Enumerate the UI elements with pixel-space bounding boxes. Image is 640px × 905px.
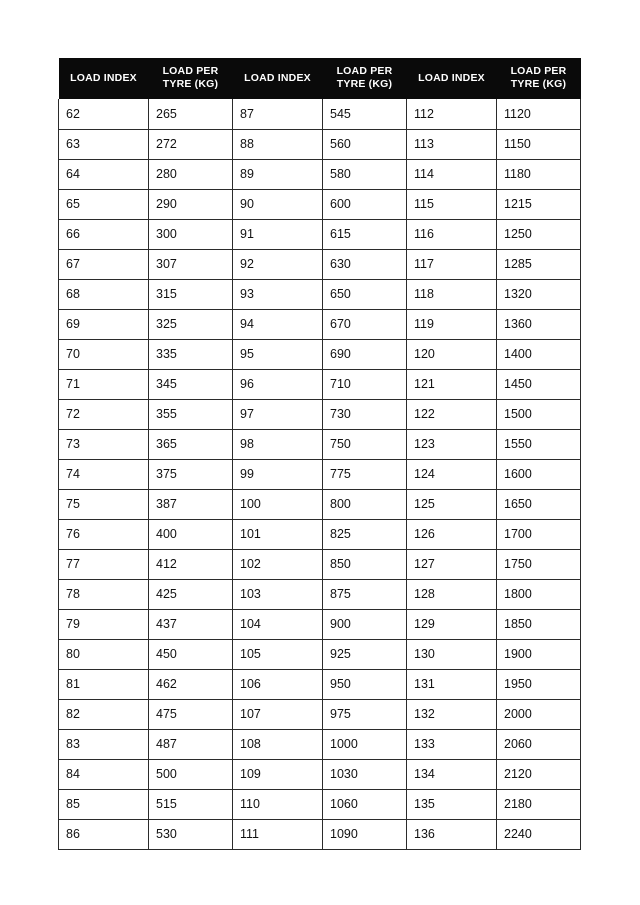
cell-load-per-tyre: 2120 [497,759,581,789]
table-row [59,669,581,699]
cell-load-per-tyre: 1450 [497,369,581,399]
cell-load-index: 132 [407,699,497,729]
table-header [59,58,581,99]
cell-load-index: 103 [233,579,323,609]
cell-load-per-tyre: 425 [149,579,233,609]
cell-load-per-tyre: 1900 [497,639,581,669]
cell-load-per-tyre: 1120 [497,99,581,129]
cell-load-index: 119 [407,309,497,339]
cell-load-per-tyre: 265 [149,99,233,129]
cell-load-index: 112 [407,99,497,129]
cell-load-index: 104 [233,609,323,639]
table-row [59,399,581,429]
cell-load-per-tyre: 437 [149,609,233,639]
table-row [59,789,581,819]
cell-load-index: 78 [59,579,149,609]
table-header-row [59,58,581,99]
cell-load-per-tyre: 600 [323,189,407,219]
cell-load-per-tyre: 750 [323,429,407,459]
cell-load-index: 66 [59,219,149,249]
cell-load-per-tyre: 630 [323,249,407,279]
cell-load-index: 75 [59,489,149,519]
cell-load-index: 127 [407,549,497,579]
cell-load-index: 83 [59,729,149,759]
cell-load-per-tyre: 650 [323,279,407,309]
table-row [59,579,581,609]
cell-load-index: 81 [59,669,149,699]
cell-load-index: 77 [59,549,149,579]
cell-load-index: 115 [407,189,497,219]
column-header-line-1: LOAD INDEX [418,71,485,84]
cell-load-per-tyre: 290 [149,189,233,219]
cell-load-per-tyre: 345 [149,369,233,399]
cell-load-index: 135 [407,789,497,819]
cell-load-index: 71 [59,369,149,399]
table-row [59,609,581,639]
cell-load-per-tyre: 515 [149,789,233,819]
cell-load-per-tyre: 375 [149,459,233,489]
cell-load-per-tyre: 365 [149,429,233,459]
cell-load-per-tyre: 307 [149,249,233,279]
table-row [59,459,581,489]
cell-load-index: 95 [233,339,323,369]
column-header-line-1: LOAD PER [336,65,393,77]
table-row [59,189,581,219]
cell-load-index: 90 [233,189,323,219]
cell-load-index: 80 [59,639,149,669]
cell-load-per-tyre: 2180 [497,789,581,819]
table-row [59,309,581,339]
column-header-line-1: LOAD PER [510,65,567,77]
cell-load-per-tyre: 800 [323,489,407,519]
cell-load-index: 97 [233,399,323,429]
cell-load-index: 86 [59,819,149,849]
cell-load-index: 102 [233,549,323,579]
table-row [59,99,581,129]
table-row [59,219,581,249]
cell-load-index: 69 [59,309,149,339]
cell-load-per-tyre: 1500 [497,399,581,429]
cell-load-per-tyre: 1285 [497,249,581,279]
cell-load-per-tyre: 300 [149,219,233,249]
cell-load-per-tyre: 580 [323,159,407,189]
cell-load-index: 96 [233,369,323,399]
cell-load-per-tyre: 1320 [497,279,581,309]
cell-load-per-tyre: 2060 [497,729,581,759]
cell-load-index: 123 [407,429,497,459]
cell-load-per-tyre: 850 [323,549,407,579]
cell-load-per-tyre: 315 [149,279,233,309]
column-header-load-per-tyre-1 [149,58,233,99]
table-row [59,159,581,189]
cell-load-per-tyre: 530 [149,819,233,849]
column-header-line-2: TYRE (KG) [510,78,567,90]
cell-load-index: 76 [59,519,149,549]
cell-load-per-tyre: 1650 [497,489,581,519]
cell-load-index: 87 [233,99,323,129]
column-header-load-per-tyre-2 [323,58,407,99]
cell-load-per-tyre: 1950 [497,669,581,699]
table-row [59,339,581,369]
cell-load-index: 125 [407,489,497,519]
column-header-line-1: LOAD PER [162,65,219,77]
cell-load-index: 62 [59,99,149,129]
cell-load-index: 73 [59,429,149,459]
cell-load-per-tyre: 1800 [497,579,581,609]
cell-load-index: 79 [59,609,149,639]
cell-load-index: 116 [407,219,497,249]
cell-load-per-tyre: 950 [323,669,407,699]
table-row [59,759,581,789]
cell-load-per-tyre: 1700 [497,519,581,549]
table-row [59,639,581,669]
cell-load-index: 126 [407,519,497,549]
cell-load-per-tyre: 387 [149,489,233,519]
cell-load-per-tyre: 400 [149,519,233,549]
cell-load-per-tyre: 462 [149,669,233,699]
column-header-load-per-tyre-3 [497,58,581,99]
load-index-table [58,58,581,850]
cell-load-index: 89 [233,159,323,189]
cell-load-per-tyre: 1030 [323,759,407,789]
cell-load-index: 85 [59,789,149,819]
table-row [59,819,581,849]
cell-load-index: 101 [233,519,323,549]
column-header-line-1: LOAD INDEX [244,71,311,84]
cell-load-per-tyre: 412 [149,549,233,579]
table-row [59,249,581,279]
cell-load-index: 133 [407,729,497,759]
cell-load-index: 124 [407,459,497,489]
cell-load-index: 107 [233,699,323,729]
cell-load-index: 72 [59,399,149,429]
cell-load-per-tyre: 1180 [497,159,581,189]
table-row [59,129,581,159]
cell-load-index: 68 [59,279,149,309]
cell-load-per-tyre: 272 [149,129,233,159]
column-header-load-index-2 [233,58,323,99]
cell-load-per-tyre: 1750 [497,549,581,579]
cell-load-per-tyre: 925 [323,639,407,669]
cell-load-index: 118 [407,279,497,309]
cell-load-index: 64 [59,159,149,189]
cell-load-per-tyre: 1090 [323,819,407,849]
cell-load-per-tyre: 1360 [497,309,581,339]
cell-load-index: 121 [407,369,497,399]
cell-load-index: 117 [407,249,497,279]
cell-load-per-tyre: 1250 [497,219,581,249]
cell-load-index: 129 [407,609,497,639]
cell-load-per-tyre: 825 [323,519,407,549]
cell-load-per-tyre: 1850 [497,609,581,639]
cell-load-index: 130 [407,639,497,669]
cell-load-index: 93 [233,279,323,309]
cell-load-per-tyre: 730 [323,399,407,429]
cell-load-index: 92 [233,249,323,279]
cell-load-per-tyre: 710 [323,369,407,399]
cell-load-per-tyre: 690 [323,339,407,369]
cell-load-index: 110 [233,789,323,819]
cell-load-per-tyre: 975 [323,699,407,729]
cell-load-per-tyre: 615 [323,219,407,249]
cell-load-per-tyre: 1150 [497,129,581,159]
table-row [59,699,581,729]
cell-load-index: 108 [233,729,323,759]
cell-load-per-tyre: 1215 [497,189,581,219]
cell-load-index: 94 [233,309,323,339]
cell-load-per-tyre: 1060 [323,789,407,819]
cell-load-index: 114 [407,159,497,189]
cell-load-per-tyre: 1400 [497,339,581,369]
table-row [59,549,581,579]
table-row [59,369,581,399]
cell-load-index: 98 [233,429,323,459]
cell-load-index: 131 [407,669,497,699]
cell-load-per-tyre: 1600 [497,459,581,489]
cell-load-per-tyre: 1000 [323,729,407,759]
column-header-line-2: TYRE (KG) [336,78,393,90]
cell-load-index: 91 [233,219,323,249]
cell-load-per-tyre: 475 [149,699,233,729]
table-body [59,99,581,849]
cell-load-index: 99 [233,459,323,489]
cell-load-per-tyre: 487 [149,729,233,759]
cell-load-per-tyre: 875 [323,579,407,609]
cell-load-index: 134 [407,759,497,789]
cell-load-index: 84 [59,759,149,789]
cell-load-per-tyre: 900 [323,609,407,639]
cell-load-per-tyre: 545 [323,99,407,129]
table-row [59,729,581,759]
cell-load-per-tyre: 325 [149,309,233,339]
cell-load-per-tyre: 280 [149,159,233,189]
table-row [59,519,581,549]
cell-load-per-tyre: 2240 [497,819,581,849]
cell-load-per-tyre: 450 [149,639,233,669]
table-row [59,489,581,519]
table-row [59,429,581,459]
cell-load-index: 109 [233,759,323,789]
column-header-line-1: LOAD INDEX [70,71,137,84]
cell-load-index: 111 [233,819,323,849]
cell-load-per-tyre: 670 [323,309,407,339]
cell-load-index: 67 [59,249,149,279]
cell-load-index: 74 [59,459,149,489]
cell-load-per-tyre: 2000 [497,699,581,729]
cell-load-index: 136 [407,819,497,849]
cell-load-index: 100 [233,489,323,519]
cell-load-index: 128 [407,579,497,609]
column-header-line-2: TYRE (KG) [162,78,219,90]
load-index-table-container [58,58,580,850]
cell-load-index: 82 [59,699,149,729]
cell-load-per-tyre: 500 [149,759,233,789]
cell-load-per-tyre: 775 [323,459,407,489]
cell-load-index: 113 [407,129,497,159]
cell-load-index: 65 [59,189,149,219]
table-row [59,279,581,309]
cell-load-index: 120 [407,339,497,369]
cell-load-per-tyre: 355 [149,399,233,429]
cell-load-index: 106 [233,669,323,699]
column-header-load-index-1 [59,58,149,99]
cell-load-per-tyre: 560 [323,129,407,159]
column-header-load-index-3 [407,58,497,99]
cell-load-index: 122 [407,399,497,429]
cell-load-index: 70 [59,339,149,369]
cell-load-per-tyre: 1550 [497,429,581,459]
cell-load-per-tyre: 335 [149,339,233,369]
cell-load-index: 105 [233,639,323,669]
cell-load-index: 63 [59,129,149,159]
cell-load-index: 88 [233,129,323,159]
